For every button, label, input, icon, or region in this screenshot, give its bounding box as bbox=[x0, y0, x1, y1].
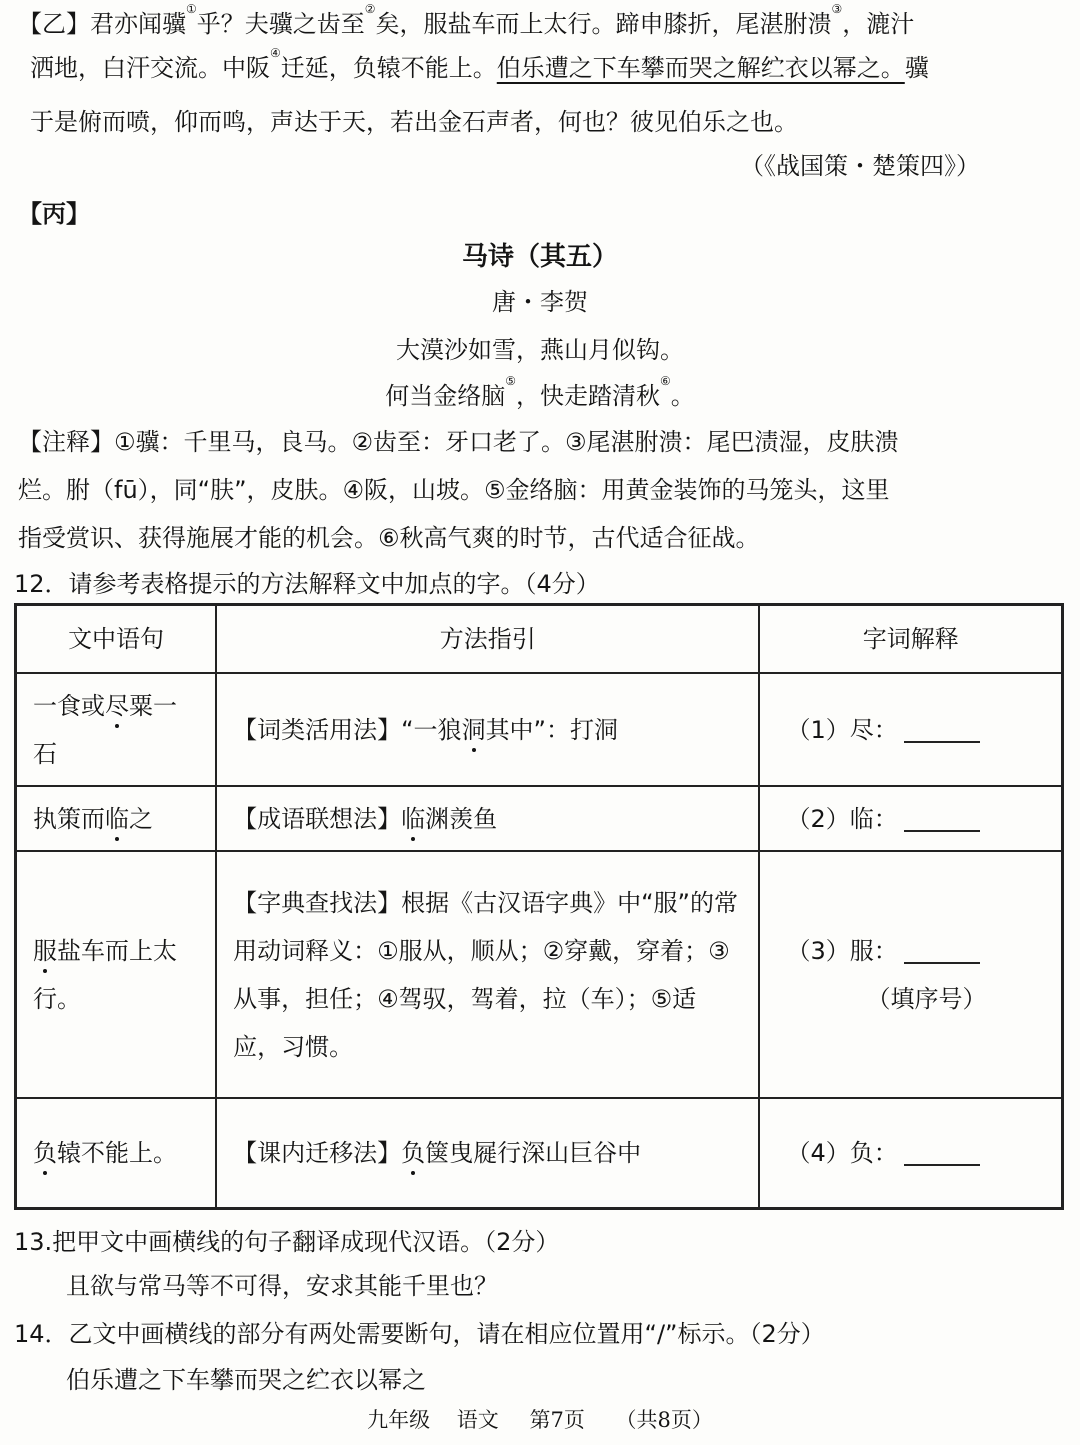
answer-hint: （填序号） bbox=[866, 984, 987, 1013]
text-segment: 迁延，负辕不能上。 bbox=[280, 54, 497, 82]
row-sentence bbox=[16, 851, 217, 1098]
text-segment: 一食或 bbox=[33, 691, 105, 720]
row-sentence bbox=[16, 1098, 217, 1208]
dotted-char: 临 bbox=[105, 804, 129, 833]
table-row bbox=[16, 673, 1063, 786]
question-14-sentence: 伯乐遭之下车攀而哭之纻衣以幂之 bbox=[66, 1366, 426, 1394]
footnote-mark: ② bbox=[364, 2, 376, 16]
footnote-mark: ⑤ bbox=[505, 374, 516, 388]
passage-bing-label: 【丙】 bbox=[18, 199, 90, 228]
table-header-row bbox=[16, 605, 1063, 674]
question-14-prompt: 14．乙文中画横线的部分有两处需要断句，请在相应位置用“/”标示。（2分） bbox=[14, 1320, 825, 1348]
row-sentence bbox=[16, 786, 217, 851]
question-13-prompt: 13.把甲文中画横线的句子翻译成现代汉语。（2分） bbox=[14, 1228, 560, 1256]
text-segment: 骥 bbox=[904, 54, 929, 82]
answer-blank[interactable] bbox=[904, 719, 980, 743]
text-segment: 矣，服盐车而上太行。蹄申膝折，尾湛胕溃 bbox=[375, 10, 832, 38]
answer-label: （3）服： bbox=[786, 936, 898, 965]
footnote-mark: ⑥ bbox=[660, 374, 671, 388]
table-row bbox=[16, 786, 1063, 851]
question-12-prompt: 12．请参考表格提示的方法解释文中加点的字。（4分） bbox=[14, 570, 600, 598]
text-segment: 【课内迁移法】 bbox=[233, 1138, 402, 1167]
footer-total-pages: （共8页） bbox=[615, 1408, 713, 1432]
row-method bbox=[216, 1098, 759, 1208]
answer-label: （2）临： bbox=[786, 804, 898, 833]
footer-page-number: 第7页 bbox=[529, 1408, 585, 1432]
notes-line-3: 指受赏识、获得施展才能的机会。⑥秋高气爽的时节，古代适合征战。 bbox=[18, 524, 760, 552]
header-explanation: 字词解释 bbox=[759, 605, 1062, 674]
row-method: 【字典查找法】根据《古汉语字典》中“服”的常用动词释义：①服从，顺从；②穿戴，穿着；③从事，担任；④驾驭，驾着，拉（车）；⑤适应，习惯。 bbox=[216, 851, 759, 1098]
passage-yi-source: （《战国策・楚策四》） bbox=[740, 152, 980, 180]
passage-yi-line-2 bbox=[30, 48, 929, 83]
header-method: 方法指引 bbox=[216, 605, 759, 674]
row-method bbox=[216, 673, 759, 786]
underlined-sentence: 伯乐遭之下车攀而哭之解纻衣以幂之。 bbox=[496, 54, 905, 82]
answer-line bbox=[786, 927, 1045, 975]
page-footer bbox=[0, 1404, 1080, 1434]
row-method bbox=[216, 786, 759, 851]
row-answer bbox=[759, 673, 1062, 786]
text-segment: 洒地，白汗交流。中阪 bbox=[30, 54, 270, 82]
text-segment: 辕不能上。 bbox=[57, 1138, 177, 1167]
text-segment: 【成语联想法】 bbox=[233, 804, 402, 833]
text-segment: 渊羡鱼 bbox=[425, 804, 498, 833]
poem-line-2 bbox=[0, 376, 1080, 411]
text-segment: 箧曳屣行深山巨谷中 bbox=[425, 1138, 642, 1167]
row-answer bbox=[759, 786, 1062, 851]
text-segment: 粟一石 bbox=[33, 691, 177, 768]
footer-grade: 九年级 bbox=[367, 1408, 431, 1432]
text-segment: 乎？夫骥之齿至 bbox=[196, 10, 365, 38]
text-segment: 。 bbox=[670, 382, 695, 410]
notes-line-2: 烂。胕（fū），同“肤”，皮肤。④阪，山坡。⑤金络脑：用黄金装饰的马笼头，这里 bbox=[18, 476, 890, 504]
table-row bbox=[16, 1098, 1063, 1208]
header-sentence: 文中语句 bbox=[16, 605, 217, 674]
row-answer bbox=[759, 851, 1062, 1098]
dotted-char: 临 bbox=[401, 804, 426, 833]
text-segment: 其中”：打洞 bbox=[485, 715, 618, 744]
dotted-char: 负 bbox=[33, 1138, 57, 1167]
answer-label: （4）负： bbox=[786, 1138, 898, 1167]
table-row bbox=[16, 851, 1063, 1098]
answer-blank[interactable] bbox=[904, 940, 980, 964]
poem-line-1: 大漠沙如雪，燕山月似钩。 bbox=[396, 336, 684, 364]
poem-author: 唐・李贺 bbox=[492, 288, 588, 316]
row-answer bbox=[759, 1098, 1062, 1208]
text-segment: 执策而 bbox=[33, 804, 105, 833]
answer-label: （1）尽： bbox=[786, 715, 898, 744]
text-segment: 【乙】君亦闻骥 bbox=[18, 10, 186, 38]
dotted-char: 尽 bbox=[105, 691, 129, 720]
dotted-char: 服 bbox=[33, 936, 57, 965]
question-12-table bbox=[14, 603, 1064, 1210]
passage-yi-line-3: 于是俯而喷，仰而鸣，声达于天，若出金石声者，何也？彼见伯乐之也。 bbox=[30, 108, 798, 136]
notes-line-1: 【注释】①骥：千里马，良马。②齿至：牙口老了。③尾湛胕溃：尾巴渍湿，皮肤溃 bbox=[18, 428, 899, 456]
footnote-mark: ① bbox=[186, 2, 197, 16]
passage-yi-line-1 bbox=[18, 4, 914, 39]
text-segment: 何当金络脑 bbox=[385, 382, 506, 410]
text-segment: ，漉汁 bbox=[842, 10, 915, 38]
dotted-char: 洞 bbox=[461, 715, 486, 744]
question-13-sentence: 且欲与常马等不可得，安求其能千里也？ bbox=[66, 1272, 498, 1300]
answer-blank[interactable] bbox=[904, 1142, 980, 1166]
row-sentence bbox=[16, 673, 217, 786]
dotted-char: 负 bbox=[401, 1138, 426, 1167]
text-segment: ，快走踏清秋 bbox=[516, 382, 660, 410]
footnote-mark: ③ bbox=[831, 2, 843, 16]
text-segment: 【词类活用法】“一狼 bbox=[233, 715, 462, 744]
footnote-mark: ④ bbox=[270, 46, 281, 60]
poem-title: 马诗（其五） bbox=[461, 242, 618, 272]
text-segment: 之 bbox=[129, 804, 153, 833]
text-segment: 盐车而上太行。 bbox=[33, 936, 177, 1013]
footer-subject: 语文 bbox=[456, 1408, 499, 1432]
answer-blank[interactable] bbox=[904, 808, 980, 832]
